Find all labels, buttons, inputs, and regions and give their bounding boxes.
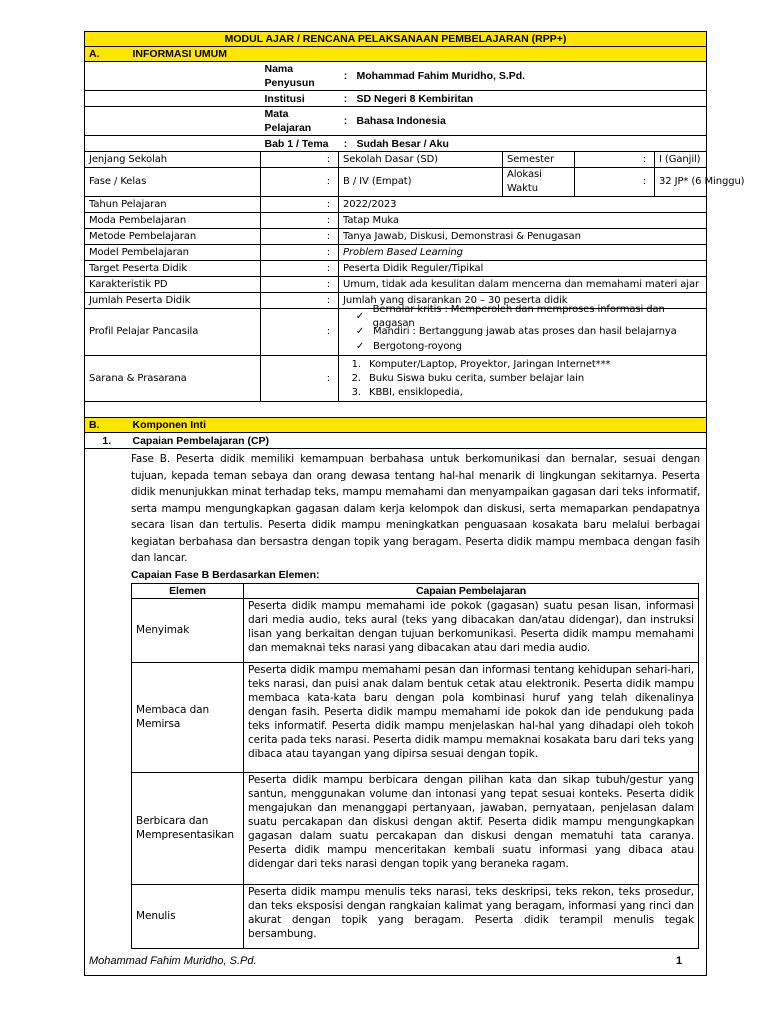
list-item: ✓ Bergotong-royong xyxy=(353,340,702,355)
profil-list xyxy=(339,304,707,356)
identity-value: Sudah Besar / Aku xyxy=(353,136,707,152)
info-value: Jumlah yang disarankan 20 – 30 peserta didik xyxy=(339,293,707,309)
table-row xyxy=(132,772,699,884)
cp-element-table xyxy=(131,583,699,949)
info-row: Model Pembelajaran : Problem Based Learning xyxy=(85,245,707,261)
checkmark-icon: ✓ xyxy=(355,341,365,352)
identity-value: Mohammad Fahim Muridho, S.Pd. xyxy=(353,62,707,91)
list-item: ✓ Mandiri : Bertanggung jawab atas proses dan hasil belajarnya xyxy=(353,325,702,340)
cp-content xyxy=(85,449,707,976)
info-value: Umum, tidak ada kesulitan dalam mencerna dan memahami materi ajar xyxy=(339,277,707,293)
list-item: ✓ Bernalar kritis : Memperoleh dan memproses informasi dan gagasan xyxy=(353,310,702,325)
info-value: Sekolah Dasar (SD) xyxy=(339,152,503,168)
info-label: Tahun Pelajaran xyxy=(85,197,261,213)
sarana-row: Sarana & Prasarana : 1. Komputer/Laptop, Proyektor, Jaringan Internet*** 2. Buku Siswa buku cerita, sumber belajar lain 3. KBBI, ensiklopedia, xyxy=(85,356,707,402)
info-label: Metode Pembelajaran xyxy=(85,229,261,245)
identity-row: Bab 1 / Tema : Sudah Besar / Aku xyxy=(85,136,707,152)
page-number: 1 xyxy=(676,955,683,967)
info-label: Jenjang Sekolah xyxy=(85,152,261,168)
capaian-cell: Peserta didik mampu berbicara dengan pilihan kata dan sikap tubuh/gestur yang santun, menggunakan volume dan intonasi yang tepat sesuai konteks. Peserta didik mengajukan dan menanggapi pertanyaan, jawaban, pernyataan, penjelasan dalam suatu percakapan dan diskusi dengan aktif. Peserta didik mampu mengungkapkan gagasan dalam suatu percakapan dan diskusi dengan mematuhi tata caranya. Peserta didik mampu menceritakan kembali suatu informasi yang dibaca atau didengar dari teks narasi dengan topik yang beraneka ragam. xyxy=(244,772,699,884)
table-row xyxy=(132,662,699,772)
info-value: 2022/2023 xyxy=(339,197,707,213)
profil-label: Profil Pelajar Pancasila xyxy=(85,309,261,356)
profil-row: Profil Pelajar Pancasila : ✓ Bernalar kritis : Memperoleh dan memproses informasi dan gagasan ✓ Mandiri : Bertanggung jawab atas proses dan hasil belajarnya ✓ Bergotong-royong xyxy=(85,309,707,356)
identity-label: Mata Pelajaran xyxy=(261,107,339,136)
identity-row: Institusi : SD Negeri 8 Kembiritan xyxy=(85,91,707,107)
elemen-cell: Membaca dan Memirsa xyxy=(132,662,244,772)
checkmark-icon: ✓ xyxy=(355,326,365,337)
info-row: Karakteristik PD : Umum, tidak ada kesulitan dalam mencerna dan memahami materi ajar xyxy=(85,277,707,293)
info-row: Moda Pembelajaran : Tatap Muka xyxy=(85,213,707,229)
identity-label: Institusi xyxy=(261,91,339,107)
capaian-cell: Peserta didik mampu menulis teks narasi, teks deskripsi, teks rekon, teks prosedur, dan teks eksposisi dengan rangkaian kalimat yang beragam, informasi yang rinci dan akurat dengan topik yang beragam. Peserta didik terampil menulis tegak bersambung. xyxy=(244,884,699,948)
info-row: Fase / Kelas : B / IV (Empat) Alokasi Waktu : 32 JP* (6 Minggu) xyxy=(85,168,707,197)
info-row: Jenjang Sekolah : Sekolah Dasar (SD) Semester : I (Ganjil) xyxy=(85,152,707,168)
info-label: Fase / Kelas xyxy=(85,168,261,197)
cp-number: 1. xyxy=(85,433,129,449)
checkmark-icon: ✓ xyxy=(355,311,364,322)
info-row: Target Peserta Didik : Peserta Didik Reguler/Tipikal xyxy=(85,261,707,277)
info-value-2: 32 JP* (6 Minggu) xyxy=(655,168,707,197)
section-a-number: A. xyxy=(85,47,129,62)
info-value: Problem Based Learning xyxy=(339,245,707,261)
column-header: Capaian Pembelajaran xyxy=(244,583,699,598)
identity-value: Bahasa Indonesia xyxy=(353,107,707,136)
section-a-heading: INFORMASI UMUM xyxy=(129,47,707,62)
elemen-cell: Berbicara dan Mempresentasikan xyxy=(132,772,244,884)
spacer-row xyxy=(85,402,707,418)
identity-value: SD Negeri 8 Kembiritan xyxy=(353,91,707,107)
cp-paragraph: Fase B. Peserta didik memiliki kemampuan berbahasa untuk berkomunikasi dan bernalar, sesuai dengan tujuan, kepada teman sebaya dan orang dewasa tentang hal-hal menarik di lingkungan sekitarnya. Peserta didik menunjukkan minat terhadap teks, mampu memahami dan menyampaikan gagasan dari teks informatif, serta mampu mengungkapkan gagasan dalam kerja kelompok dan diskusi, serta memaparkan pendapatnya secara lisan dan tertulis. Peserta didik mampu meningkatkan penguasaan kosakata baru melalui berbagai kegiatan berbahasa dan bersastra dengan topik yang beragam. Peserta didik mampu membaca dengan fasih dan lancar. xyxy=(131,453,701,564)
list-item: 2. Buku Siswa buku cerita, sumber belajar lain xyxy=(351,372,585,384)
capaian-cell: Peserta didik mampu memahami ide pokok (gagasan) suatu pesan lisan, informasi dari media audio, teks aural (teks yang dibacakan dan/atau didengar), dan instruksi lisan yang berkaitan dengan tujuan berkomunikasi. Peserta didik mampu memahami dan memaknai teks narasi yang dibacakan atau dari media audio. xyxy=(244,598,699,662)
document-page xyxy=(84,31,745,976)
column-header: Elemen xyxy=(132,583,244,598)
sarana-list xyxy=(339,356,707,402)
table-row xyxy=(132,598,699,662)
list-item: 3. KBBI, ensiklopedia, xyxy=(351,386,463,398)
elemen-cell: Menulis xyxy=(132,884,244,948)
info-label: Moda Pembelajaran xyxy=(85,213,261,229)
elemen-cell: Menyimak xyxy=(132,598,244,662)
info-value-2: I (Ganjil) xyxy=(655,152,707,168)
section-b-number: B. xyxy=(85,418,129,433)
info-value: Peserta Didik Reguler/Tipikal xyxy=(339,261,707,277)
info-value: B / IV (Empat) xyxy=(339,168,503,197)
identity-row: Mata Pelajaran : Bahasa Indonesia xyxy=(85,107,707,136)
capaian-cell: Peserta didik mampu memahami pesan dan informasi tentang kehidupan sehari-hari, teks narasi, dan puisi anak dalam bentuk cetak atau elektronik. Peserta didik mampu membaca kata-kata baru dengan pola kombinasi huruf yang telah dikenalinya dengan fasih. Peserta didik mampu memahami ide pokok dan ide pendukung pada teks informatif. Peserta didik mampu menjelaskan hal-hal yang dihadapi oleh tokoh cerita pada teks narasi. Peserta didik mampu memaknai kosakata baru dari teks yang dibaca atau tayangan yang dipirsa sesuai dengan topik. xyxy=(244,662,699,772)
page-title: MODUL AJAR / RENCANA PELAKSANAAN PEMBELAJARAN (RPP+) xyxy=(85,32,707,47)
footer-author: Mohammad Fahim Muridho, S.Pd. xyxy=(89,955,257,967)
info-label: Model Pembelajaran xyxy=(85,245,261,261)
table-header-row xyxy=(132,583,699,598)
info-row: Tahun Pelajaran : 2022/2023 xyxy=(85,197,707,213)
identity-label: Nama Penyusun xyxy=(261,62,339,91)
info-label: Jumlah Peserta Didik xyxy=(85,293,261,309)
info-label-2: Alokasi Waktu xyxy=(503,168,575,197)
info-label: Target Peserta Didik xyxy=(85,261,261,277)
info-row: Jumlah Peserta Didik : Jumlah yang disarankan 20 – 30 peserta didik xyxy=(85,293,707,309)
info-row: Metode Pembelajaran : Tanya Jawab, Diskusi, Demonstrasi & Penugasan xyxy=(85,229,707,245)
rpp-table xyxy=(84,31,745,976)
list-item: 1. Komputer/Laptop, Proyektor, Jaringan Internet*** xyxy=(351,358,611,370)
sarana-label: Sarana & Prasarana xyxy=(85,356,261,402)
cp-subheading: Capaian Fase B Berdasarkan Elemen: xyxy=(131,568,320,581)
section-b-heading: Komponen Inti xyxy=(129,418,707,433)
cp-heading: Capaian Pembelajaran (CP) xyxy=(129,433,707,449)
identity-label: Bab 1 / Tema xyxy=(261,136,339,152)
identity-row: Nama Penyusun : Mohammad Fahim Muridho, S.Pd. xyxy=(85,62,707,91)
info-label-2: Semester xyxy=(503,152,575,168)
info-label: Karakteristik PD xyxy=(85,277,261,293)
table-row xyxy=(132,884,699,948)
info-value: Tatap Muka xyxy=(339,213,707,229)
info-value: Tanya Jawab, Diskusi, Demonstrasi & Penugasan xyxy=(339,229,707,245)
